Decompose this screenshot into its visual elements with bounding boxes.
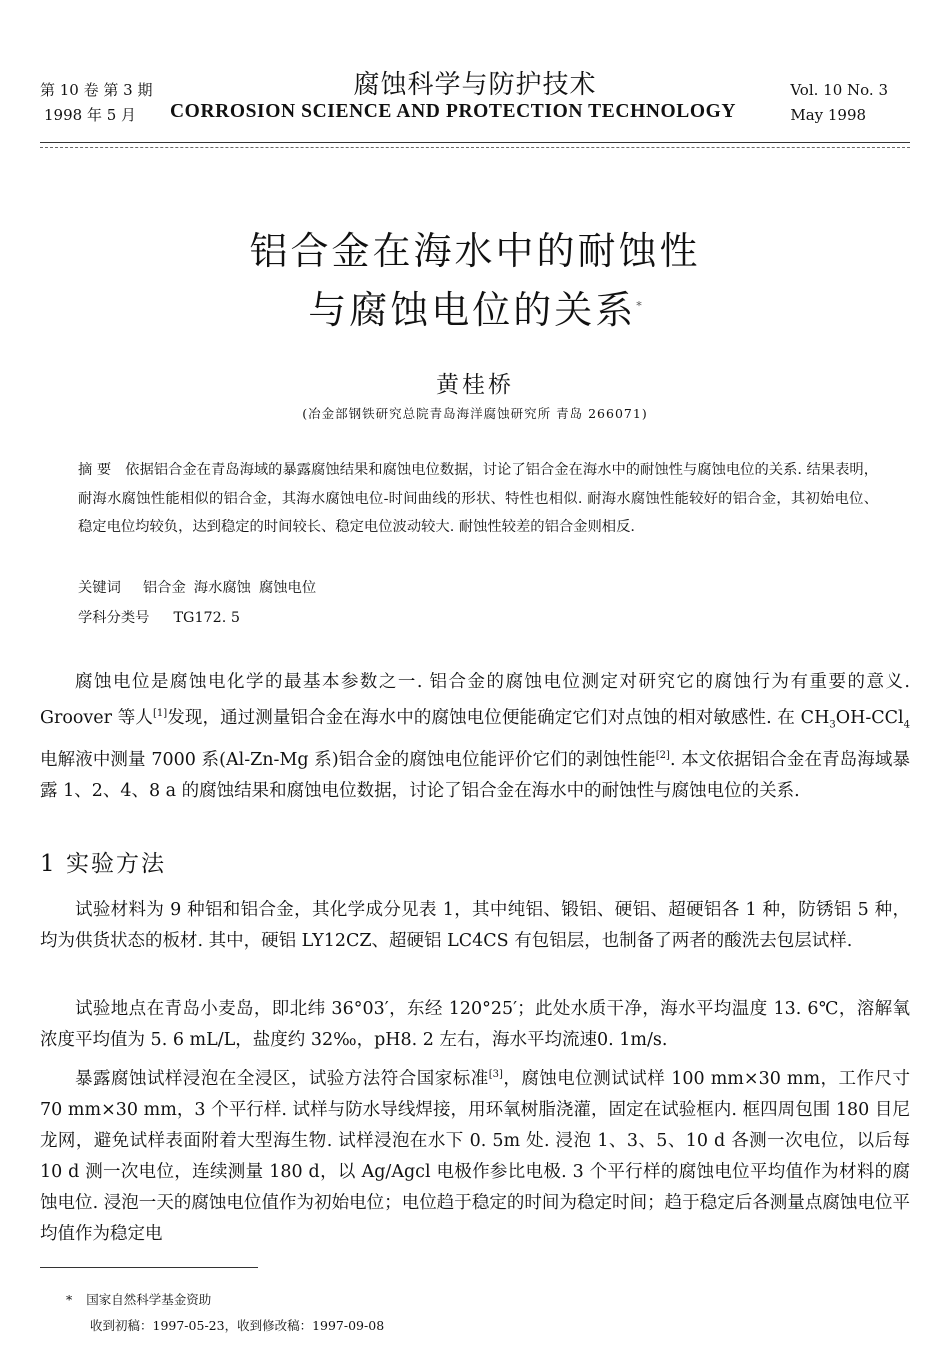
text-run: 发现，通过测量铝合金在海水中的腐蚀电位便能确定它们对点蚀的相对敏感性. 在 CH xyxy=(167,707,830,728)
section-paragraph: 试验地点在青岛小麦岛，即北纬 36°03′，东经 120°25′；此处水质干净，海水平均温度 13. 6℃，溶解氧浓度平均值为 5. 6 mL/L，盐度约 32‰，pH8. 2 左右，海水平均流速0. 1m/s. xyxy=(40,999,910,1050)
section-heading: 1 实验方法 xyxy=(40,851,166,877)
footnote-received: 收到初稿：1997-05-23，收到修改稿：1997-09-08 xyxy=(90,1318,385,1333)
paper-title-line2 xyxy=(0,279,950,334)
citation: [1] xyxy=(152,708,168,719)
classification-value: TG172. 5 xyxy=(173,610,240,626)
classification xyxy=(78,604,240,632)
header-rule-dashed xyxy=(40,147,910,148)
classification-label: 学科分类号 xyxy=(78,610,150,626)
journal-name-en: CORROSION SCIENCE AND PROTECTION TECHNOLOGY xyxy=(170,101,737,122)
abstract-label: 摘 要 xyxy=(78,462,112,478)
keywords-label: 关键词 xyxy=(78,580,121,596)
journal-issue-en xyxy=(790,78,888,128)
subscript: 4 xyxy=(903,719,910,731)
footnote-rule xyxy=(40,1267,258,1268)
section-paragraph: 试验材料为 9 种铝和铝合金，其化学成分见表 1，其中纯铝、锻铝、硬铝、超硬铝各 1 种，防锈铝 5 种，均为供货状态的板材. 其中，硬铝 LY12CZ、超硬铝 LC4CS 有包铝层，也制备了两者的酸洗去包层试样. xyxy=(40,900,910,951)
text-run: ，腐蚀电位测试试样 100 mm×30 mm，工作尺寸 70 mm×30 mm，3 个平行样. 试样与防水导线焊接，用环氧树脂浇灌，固定在试验框内. 框四周包围 180 目尼龙网，避免试样表面附着大型海生物. 试样浸泡在水下 0. 5m 处. 浸泡 1、3、5、10 d 各测一次电位，以后每 10 d 测一次电位，连续测量 180 d，以 Ag/Agcl 电极作参比电极. 3 个平行样的腐蚀电位平均值作为材料的腐蚀电位. 浸泡一天的腐蚀电位值作为初始电位；电位趋于稳定的时间为稳定时间；趋于稳定后各测量点腐蚀电位平均值作为稳定电 xyxy=(40,1068,911,1244)
text-run: OH-CCl xyxy=(835,707,904,728)
keyword: 腐蚀电位 xyxy=(258,580,317,596)
title-text: 与腐蚀电位的关系 xyxy=(308,288,637,332)
keywords xyxy=(78,574,324,602)
text-run: . 本文依据铝合金在青岛海域暴露 1、2、4、8 a 的腐蚀结果和腐蚀电位数据，讨论了铝合金在海水中的耐蚀性与腐蚀电位的关系. xyxy=(40,750,910,802)
volume-en: Vol. 10 No. 3 xyxy=(790,81,888,99)
citation: [2] xyxy=(655,750,670,762)
affiliation: (冶金部钢铁研究总院青岛海洋腐蚀研究所 青岛 266071) xyxy=(302,406,648,421)
intro-paragraph xyxy=(40,667,910,807)
footnote-text: 国家自然科学基金资助 xyxy=(86,1292,212,1307)
abstract-text: 依据铝合金在青岛海域的暴露腐蚀结果和腐蚀电位数据，讨论了铝合金在海水中的耐蚀性与腐蚀电位的关系. 结果表明，耐海水腐蚀性能相似的铝合金，其海水腐蚀电位-时间曲线的形状、特性也相似. 耐海水腐蚀性能较好的铝合金，其初始电位、稳定电位均较负，达到稳定的时间较长、稳定电位波动较大. 耐蚀性较差的铝合金则相反. xyxy=(78,462,878,535)
citation: [3] xyxy=(488,1069,503,1080)
journal-name-cn: 腐蚀科学与防护技术 xyxy=(353,70,597,100)
date-en: May 1998 xyxy=(790,106,867,124)
text-run: 电解液中测量 7000 系(Al-Zn-Mg 系)铝合金的腐蚀电位能评价它们的剥蚀性能 xyxy=(40,750,656,771)
subscript: 3 xyxy=(829,719,836,731)
keyword: 铝合金 xyxy=(142,580,186,596)
section-paragraph xyxy=(40,1059,910,1250)
footnote-mark: * xyxy=(66,1292,73,1307)
footnote-fund xyxy=(66,1290,211,1308)
header-rule xyxy=(40,142,910,143)
abstract xyxy=(78,456,878,542)
title-footnote-mark: * xyxy=(636,299,642,313)
date-cn: 1998 年 5 月 xyxy=(44,106,137,124)
author: 黄桂桥 xyxy=(436,372,514,398)
paper-title-line1: 铝合金在海水中的耐蚀性 xyxy=(249,229,701,273)
volume-cn: 第 10 卷 第 3 期 xyxy=(40,81,153,99)
text-run: 腐蚀电位是腐蚀电化学的最基本参数之一. 铝合金的腐蚀电位测定对研究它的腐蚀行为有重要的意义. Groover 等人 xyxy=(40,672,910,728)
keyword: 海水腐蚀 xyxy=(193,580,251,596)
text-run: 暴露腐蚀试样浸泡在全浸区，试验方法符合国家标准 xyxy=(75,1068,489,1089)
